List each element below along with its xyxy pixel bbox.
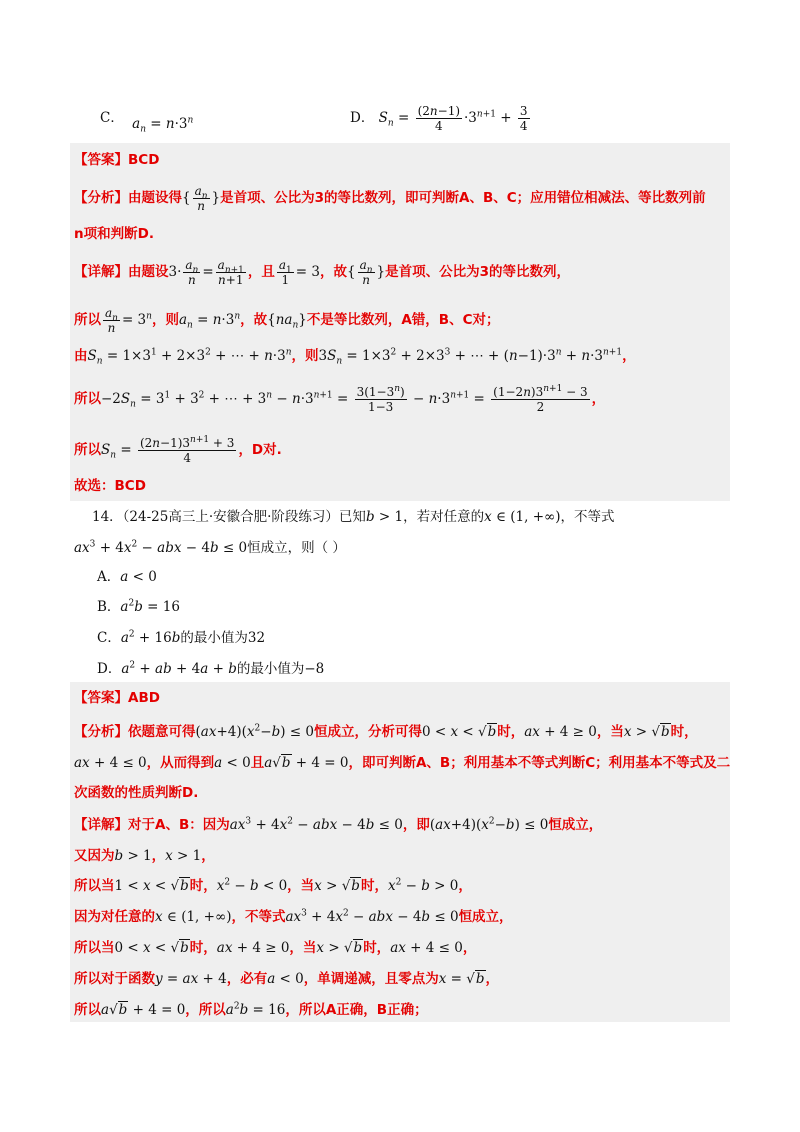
option-d-prev: D． $S_n$ = $\frac{(2n-1)}{4}$ $\cdot 3^{n+1}$ + $\frac{3}{4}$ <box>350 104 532 133</box>
formula: x > √b <box>316 940 363 956</box>
formula: $a^2 + 16b$ <box>120 629 181 646</box>
q13-analysis-line1: 【分析】由题设得{ $\frac{a_n}{n}$ }是首项、公比为3的等比数列，即可判断A、B、C；应用错位相减法、等比数列前 <box>74 184 706 213</box>
q14-detail-line7: 所以a√b + 4 = 0，所以$a^2b = 16$，所以A正确，B正确； <box>74 1001 428 1018</box>
formula: a < 0 <box>120 569 157 585</box>
formula: $-2S_n = 3^1 + 3^2$ + ⋯ + $3^n - n\cdot 3^{n+1}$ = $\frac{3(1-3^n)}{1-3}$ − $n\cdot 3^{n+1}$ = $\frac{(1-2n)3^{n+1} - 3}{2}$ <box>101 384 588 414</box>
formula: $(ax+4)(x^2-b) \le 0$ <box>195 723 314 740</box>
q14-stem-line2: $ax^3 + 4x^2$ − abx − 4b ≤ 0恒成立，则（ ） <box>74 539 346 556</box>
q14-option-c: C．$a^2 + 16b$的最小值为32 <box>97 629 266 646</box>
formula: $S_n = 1\times 3^1 + 2\times 3^2$ + ⋯ + $n\cdot 3^n$ <box>87 347 292 367</box>
q14-option-a: A．a < 0 <box>97 569 157 585</box>
formula: a√b + 4 = 0 <box>101 1002 186 1018</box>
formula: $S_n$ = $\frac{(2n-1)3^{n+1} + 3}{4}$ <box>101 435 235 465</box>
formula: $ax^3 + 4x^2$ − abx − 4b ≤ 0 <box>285 908 459 925</box>
q14-detail-line1: 【详解】对于A、B：因为$ax^3 + 4x^2$ − abx − 4b ≤ 0，即$(ax+4)(x^2-b) \le 0$恒成立， <box>74 816 603 833</box>
q13-detail-line4: 所以$-2S_n = 3^1 + 3^2$ + ⋯ + $3^n - n\cdot 3^{n+1}$ = $\frac{3(1-3^n)}{1-3}$ − $n\cdot 3^{n+1}$ = $\frac{(1-2n)3^{n+1} - 3}{2}$ ， <box>74 384 606 414</box>
formula: 3· $\frac{a_n}{n}$ = $\frac{a_{n+1}}{n+1}$ <box>168 258 244 287</box>
q13-detail-line3: 由$S_n = 1\times 3^1 + 2\times 3^2$ + ⋯ + $n\cdot 3^n$，则$3S_n = 1\times 3^2 + 2\times 3^3$ + ⋯ + $(n-1)\cdot 3^n + n\cdot 3^{n+1}$， <box>74 347 636 367</box>
q14-stem-line1: 14．（24-25高三上·安徽合肥·阶段练习）已知b > 1，若对任意的x ∈ (1, +∞)，不等式 <box>92 509 615 525</box>
formula: x = √b <box>438 971 485 987</box>
formula: $x^2 - b > 0$ <box>387 877 459 894</box>
formula: a < 0 <box>267 971 304 987</box>
formula: 1 < x < √b <box>114 878 189 894</box>
formula: $\frac{a_1}{1}$ = 3 <box>278 258 320 287</box>
q14-detail-line4: 因为对任意的x ∈ (1, +∞)，不等式$ax^3 + 4x^2$ − abx − 4b ≤ 0恒成立， <box>74 908 513 925</box>
option-c-prev: C． $a_n = n\cdot 3^n$ <box>100 110 194 135</box>
formula: ax + 4 ≤ 0 <box>74 755 147 771</box>
formula: a√b + 4 = 0 <box>264 755 349 771</box>
formula: x > √b <box>314 878 360 894</box>
formula: $3S_n = 1\times 3^2 + 2\times 3^3$ + ⋯ + $(n-1)\cdot 3^n + n\cdot 3^{n+1}$ <box>318 347 623 367</box>
formula: $x^2 - b < 0$ <box>216 877 288 894</box>
formula: x ∈ (1, +∞) <box>484 509 561 525</box>
q14-answer: 【答案】ABD <box>74 690 160 706</box>
q14-option-d: D．$a^2$ + ab + 4a + b的最小值为−8 <box>97 660 325 677</box>
q14-detail-line5: 所以当0 < x < √b时，ax + 4 ≥ 0，当x > √b时，ax + 4 ≤ 0， <box>74 940 477 956</box>
formula: x > 1 <box>165 848 202 864</box>
q14-option-b: B．$a^2b = 16$ <box>97 598 180 615</box>
q14-analysis-line3: 次函数的性质判断D. <box>74 785 199 801</box>
formula: b > 1 <box>365 509 404 525</box>
q14-detail-line3: 所以当1 < x < √b时，$x^2 - b < 0$，当x > √b时，$x^2 - b > 0$， <box>74 877 472 894</box>
q13-detail-line2: 所以 $\frac{a_n}{n}$ = $3^n$，则$a_n = n\cdot 3^n$，故$\{na_n\}$不是等比数列，A错，B、C对； <box>74 306 500 335</box>
q14-detail-line2: 又因为b > 1，x > 1， <box>74 848 215 864</box>
formula: x > √b <box>623 724 670 740</box>
q13-detail-line5: 所以$S_n$ = $\frac{(2n-1)3^{n+1} + 3}{4}$ ，D对. <box>74 435 282 465</box>
formula: $a^2$ + ab + 4a + b <box>121 660 237 677</box>
formula: $(ax+4)(x^2-b) \le 0$ <box>429 816 549 833</box>
formula: y = ax + 4 <box>155 971 227 987</box>
q14-analysis-line2: ax + 4 ≤ 0，从而得到a < 0且a√b + 4 = 0，即可判断A、B；利用基本不等式判断C；利用基本不等式及二 <box>74 755 731 771</box>
formula: 0 < x < √b <box>114 940 189 956</box>
q13-detail-line1: 【详解】由题设3· $\frac{a_n}{n}$ = $\frac{a_{n+1}}{n+1}$ ，且 $\frac{a_1}{1}$ = 3，故{ $\frac{a_n}{n}$ }是首项、公比为3的等比数列， <box>74 258 571 287</box>
formula: $a_n = n\cdot 3^n$ <box>132 115 194 135</box>
formula: $a^2b = 16$ <box>225 1001 286 1018</box>
formula: $ax^3 + 4x^2$ − abx − 4b ≤ 0 <box>74 539 248 556</box>
formula: b > 1 <box>114 848 152 864</box>
formula: a < 0 <box>214 755 251 771</box>
formula: $\{na_n\}$ <box>267 312 307 331</box>
formula: $a_n = n\cdot 3^n$ <box>178 311 241 331</box>
formula: $\frac{a_n}{n}$ = $3^n$ <box>105 306 152 335</box>
formula: ax + 4 ≤ 0 <box>390 940 463 956</box>
formula: { $\frac{a_n}{n}$ } <box>182 184 221 213</box>
formula: $a^2b = 16$ <box>120 598 180 615</box>
q13-analysis-line2: n项和判断D. <box>74 226 154 242</box>
formula: $ax^3 + 4x^2$ − abx − 4b ≤ 0 <box>229 816 403 833</box>
formula: $S_n$ = $\frac{(2n-1)}{4}$ $\cdot 3^{n+1}$ + $\frac{3}{4}$ <box>378 104 528 133</box>
formula: ax + 4 ≥ 0 <box>524 724 597 740</box>
formula: 0 < x < √b <box>421 724 497 740</box>
q14-analysis-line1: 【分析】依题意可得$(ax+4)(x^2-b) \le 0$恒成立，分析可得0 < x < √b时，ax + 4 ≥ 0，当x > √b时， <box>74 723 698 740</box>
formula: ax + 4 ≥ 0 <box>216 940 290 956</box>
q13-conclusion: 故选：BCD <box>74 478 146 494</box>
formula: { $\frac{a_n}{n}$ } <box>346 258 386 287</box>
q13-answer: 【答案】BCD <box>74 152 160 168</box>
q14-detail-line6: 所以对于函数y = ax + 4，必有a < 0，单调递减，且零点为x = √b， <box>74 971 500 987</box>
formula: x ∈ (1, +∞) <box>155 909 232 925</box>
